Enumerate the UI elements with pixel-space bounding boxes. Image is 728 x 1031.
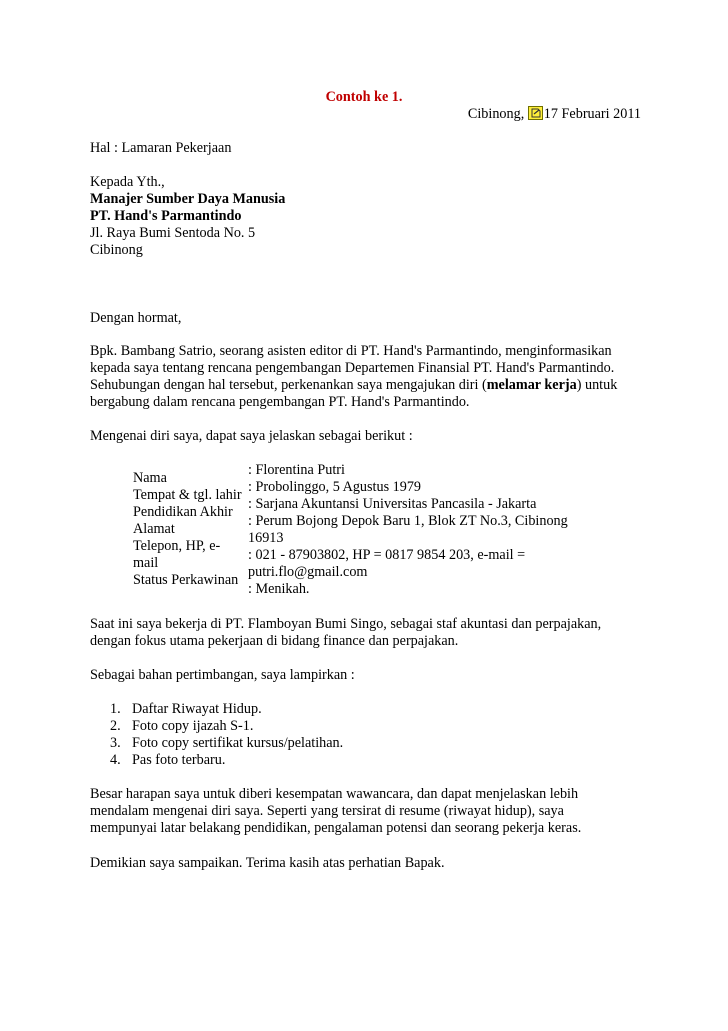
recipient-city: Cibinong: [90, 242, 143, 258]
hope-line: Besar harapan saya untuk diberi kesempatan wawancara, dan dapat menjelaskan lebih: [90, 786, 579, 802]
hope-line: mempunyai latar belakang pendidikan, pengalaman potensi dan seorang pekerja keras.: [90, 820, 582, 836]
subject-line: Hal : Lamaran Pekerjaan: [90, 140, 232, 156]
intro-text: ) untuk: [576, 377, 618, 393]
intro-line: Bpk. Bambang Satrio, seorang asisten editor di PT. Hand's Parmantindo, menginformasikan: [90, 343, 612, 359]
personal-values: [248, 462, 628, 598]
personal-value: : Sarjana Akuntansi Universitas Pancasila - Jakarta: [248, 496, 537, 512]
list-item: [110, 701, 343, 718]
intro-text: Sehubungan dengan hal tersebut, perkenankan saya mengajukan diri (: [90, 377, 487, 393]
salutation: Dengan hormat,: [90, 310, 182, 326]
personal-label: Telepon, HP, e-: [133, 538, 221, 554]
list-number: 4.: [110, 752, 121, 768]
intro-line: kepada saya tentang rencana pengembangan Departemen Finansial PT. Hand's Parmantindo.: [90, 360, 615, 376]
personal-value: 16913: [248, 530, 284, 546]
attachments-intro: Sebagai bahan pertimbangan, saya lampirkan :: [90, 667, 355, 683]
field-code-icon: [528, 106, 543, 120]
personal-label: Alamat: [133, 521, 175, 537]
personal-value: : Florentina Putri: [248, 462, 345, 478]
dateline-date: 17 Februari 2011: [543, 106, 641, 122]
hope-paragraph: [90, 786, 650, 837]
list-number: 3.: [110, 735, 121, 751]
hope-line: mendalam mengenai diri saya. Seperti yang tersirat di resume (riwayat hidup), saya: [90, 803, 564, 819]
list-item: [110, 735, 343, 752]
letter-heading: Contoh ke 1.: [325, 89, 403, 105]
current-job-line: dengan fokus utama pekerjaan di bidang finance dan perpajakan.: [90, 633, 459, 649]
personal-value: putri.flo@gmail.com: [248, 564, 368, 580]
list-number: 2.: [110, 718, 121, 734]
current-job-paragraph: [90, 616, 650, 650]
list-text: Foto copy sertifikat kursus/pelatihan.: [132, 735, 344, 751]
intro-line: [90, 377, 650, 394]
list-text: Foto copy ijazah S-1.: [132, 718, 254, 734]
personal-label: Status Perkawinan: [133, 572, 239, 588]
list-number: 1.: [110, 701, 121, 717]
recipient-greeting: Kepada Yth.,: [90, 174, 165, 190]
personal-label: Nama: [133, 470, 167, 486]
personal-label: Tempat & tgl. lahir: [133, 487, 242, 503]
dateline-city: Cibinong,: [467, 106, 525, 122]
recipient-block: [90, 174, 650, 259]
personal-labels: [133, 470, 248, 589]
intro-paragraph: [90, 343, 650, 411]
list-text: Daftar Riwayat Hidup.: [132, 701, 262, 717]
closing-line: Demikian saya sampaikan. Terima kasih atas perhatian Bapak.: [90, 855, 445, 871]
attachments-list: [110, 701, 343, 769]
recipient-street: Jl. Raya Bumi Sentoda No. 5: [90, 225, 256, 241]
personal-label: mail: [133, 555, 159, 571]
intro-emphasis: melamar kerja: [486, 377, 577, 393]
personal-value: : Menikah.: [248, 581, 310, 597]
current-job-line: Saat ini saya bekerja di PT. Flamboyan Bumi Singo, sebagai staf akuntasi dan perpajakan,: [90, 616, 602, 632]
dateline: [468, 106, 641, 123]
personal-value: : Probolinggo, 5 Agustus 1979: [248, 479, 422, 495]
personal-value: : 021 - 87903802, HP = 0817 9854 203, e-mail =: [248, 547, 526, 563]
personal-value: : Perum Bojong Depok Baru 1, Blok ZT No.3, Cibinong: [248, 513, 568, 529]
list-item: [110, 752, 343, 769]
list-text: Pas foto terbaru.: [132, 752, 226, 768]
recipient-title: Manajer Sumber Daya Manusia: [90, 191, 286, 207]
intro-line: bergabung dalam rencana pengembangan PT. Hand's Parmantindo.: [90, 394, 470, 410]
recipient-company: PT. Hand's Parmantindo: [90, 208, 242, 224]
personal-label: Pendidikan Akhir: [133, 504, 233, 520]
list-item: [110, 718, 343, 735]
about-intro: Mengenai diri saya, dapat saya jelaskan sebagai berikut :: [90, 428, 413, 444]
